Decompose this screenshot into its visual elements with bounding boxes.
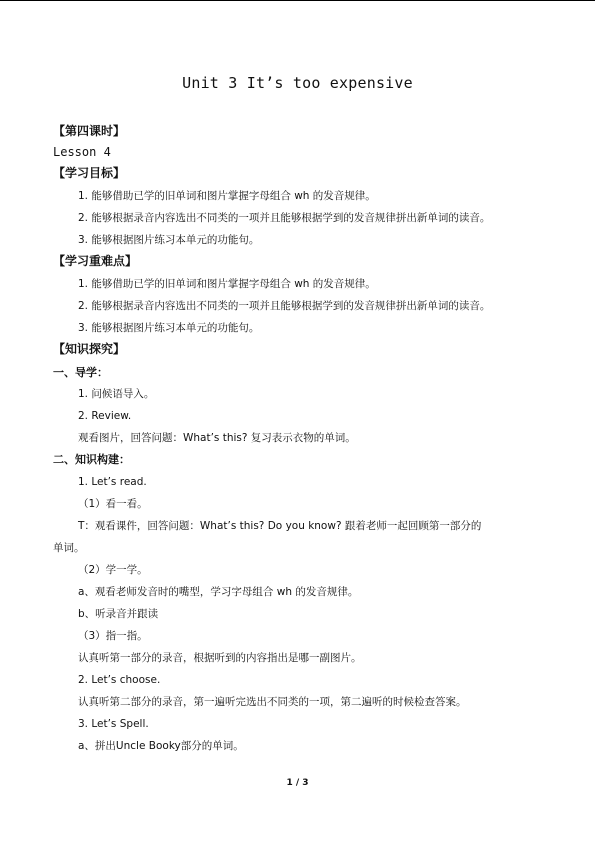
goal-item: 2. 能够根据录音内容选出不同类的一项并且能够根据学到的发音规律拼出新单词的读音。	[78, 212, 491, 224]
part2-line: b、听录音并跟读	[78, 608, 159, 620]
part2-line: 3. Let’s Spell.	[78, 718, 149, 730]
part1-heading: 一、导学：	[53, 366, 108, 379]
document-title: Unit 3 It’s too expensive	[182, 74, 413, 92]
part2-line: （1）看一看。	[78, 498, 148, 510]
part1-line: 1. 问候语导入。	[78, 388, 155, 400]
part2-line: 2. Let’s choose.	[78, 674, 161, 686]
section-keypoints-heading: 【学习重难点】	[53, 254, 138, 268]
part2-line: a、观看老师发音时的嘴型，学习字母组合 wh 的发音规律。	[78, 586, 359, 598]
part2-line: 认真听第二部分的录音，第一遍听完选出不同类的一项，第二遍听的时候检查答案。	[78, 696, 467, 708]
goal-item: 1. 能够借助已学的旧单词和图片掌握字母组合 wh 的发音规律。	[78, 190, 376, 202]
part2-line: a、拼出Uncle Booky部分的单词。	[78, 740, 244, 752]
part2-heading: 二、知识构建：	[53, 453, 130, 466]
part2-line: 1. Let’s read.	[78, 476, 147, 488]
section-goals-heading: 【学习目标】	[53, 166, 126, 180]
keypoint-item: 1. 能够借助已学的旧单词和图片掌握字母组合 wh 的发音规律。	[78, 278, 376, 290]
part2-line: （2）学一学。	[78, 564, 148, 576]
lesson-label: Lesson 4	[53, 145, 111, 159]
part1-line: 2. Review.	[78, 410, 132, 422]
section-lesson-heading: 【第四课时】	[53, 124, 126, 138]
part1-line: 观看图片，回答问题：What’s this? 复习表示衣物的单词。	[78, 432, 356, 444]
keypoint-item: 3. 能够根据图片练习本单元的功能句。	[78, 322, 260, 334]
top-rule	[0, 0, 595, 1]
part2-line: T：观看课件，回答问题：What’s this? Do you know? 跟着老师一起回顾第一部分的	[78, 520, 482, 532]
section-explore-heading: 【知识探究】	[53, 342, 126, 356]
part2-line: 单词。	[53, 542, 85, 554]
part2-line: 认真听第一部分的录音，根据听到的内容指出是哪一副图片。	[78, 652, 362, 664]
keypoint-item: 2. 能够根据录音内容选出不同类的一项并且能够根据学到的发音规律拼出新单词的读音。	[78, 300, 491, 312]
page-number: 1 / 3	[286, 778, 309, 788]
goal-item: 3. 能够根据图片练习本单元的功能句。	[78, 234, 260, 246]
part2-line: （3）指一指。	[78, 630, 148, 642]
